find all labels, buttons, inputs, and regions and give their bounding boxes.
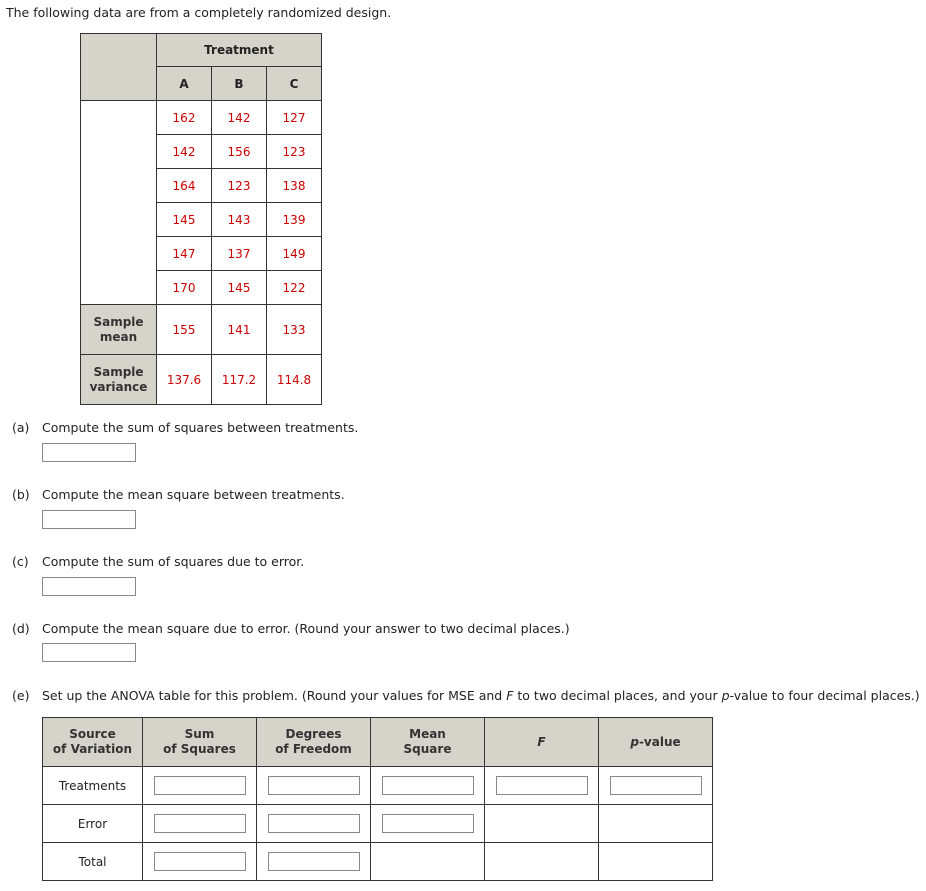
treatments-ms-input[interactable] <box>382 776 474 795</box>
ms-header-line2: Square <box>403 742 452 756</box>
df-header-line2: of Freedom <box>275 742 352 756</box>
sample-variance-value: 117.2 <box>212 355 267 405</box>
sample-variance-row <box>81 355 322 405</box>
anova-row-treatments <box>43 767 713 805</box>
observation-value: 164 <box>157 169 212 203</box>
question-e-text-1: Set up the ANOVA table for this problem. (Round your values for MSE and <box>42 688 507 703</box>
treatments-df-cell <box>257 767 371 805</box>
treatments-p-cell <box>599 767 713 805</box>
error-f-empty-cell <box>485 805 599 843</box>
question-c-label: (c) <box>12 554 29 569</box>
observation-value: 156 <box>212 135 267 169</box>
answer-d-input[interactable] <box>42 643 136 662</box>
observation-value: 138 <box>267 169 322 203</box>
sample-mean-row <box>81 305 322 355</box>
total-df-cell <box>257 843 371 881</box>
observation-value: 123 <box>267 135 322 169</box>
observation-value: 147 <box>157 237 212 271</box>
sample-variance-value: 114.8 <box>267 355 322 405</box>
question-d-text: Compute the mean square due to error. (Round your answer to two decimal places.) <box>42 621 570 636</box>
question-e <box>12 688 920 703</box>
treatments-f-input[interactable] <box>496 776 588 795</box>
observation-value: 145 <box>212 271 267 305</box>
observation-row <box>81 101 322 135</box>
total-ms-empty-cell <box>371 843 485 881</box>
sample-mean-label <box>81 305 157 355</box>
question-e-label: (e) <box>12 688 30 703</box>
intro-text: The following data are from a completely randomized design. <box>6 5 392 20</box>
mean-square-header <box>371 718 485 767</box>
sample-mean-label-line1: Sample <box>93 314 144 329</box>
question-b <box>12 487 345 502</box>
sample-mean-value: 133 <box>267 305 322 355</box>
answer-c-input[interactable] <box>42 577 136 596</box>
answer-b-input[interactable] <box>42 510 136 529</box>
observation-value: 170 <box>157 271 212 305</box>
sample-mean-label-line2: mean <box>99 329 138 344</box>
total-ss-cell <box>143 843 257 881</box>
data-table <box>80 33 322 405</box>
observation-value: 162 <box>157 101 212 135</box>
sum-of-squares-header <box>143 718 257 767</box>
anova-row-total <box>43 843 713 881</box>
error-ss-cell <box>143 805 257 843</box>
observation-value: 127 <box>267 101 322 135</box>
treatments-ss-input[interactable] <box>154 776 246 795</box>
column-c-header: C <box>267 67 322 101</box>
question-a-text: Compute the sum of squares between treatments. <box>42 420 359 435</box>
total-label: Total <box>43 843 143 881</box>
question-c <box>12 554 304 569</box>
ms-header-line1: Mean <box>409 727 446 741</box>
question-a-label: (a) <box>12 420 30 435</box>
question-e-text-f: F <box>506 688 514 703</box>
f-header-text: F <box>537 734 546 749</box>
question-b-label: (b) <box>12 487 30 502</box>
treatments-df-input[interactable] <box>268 776 360 795</box>
treatments-ms-cell <box>371 767 485 805</box>
observation-value: 149 <box>267 237 322 271</box>
source-header-line2: of Variation <box>52 742 133 756</box>
p-value-header-rest: -value <box>638 734 681 749</box>
question-a <box>12 420 358 435</box>
ss-header-line2: of Squares <box>163 742 236 756</box>
observation-value: 139 <box>267 203 322 237</box>
question-e-text-2: to two decimal places, and your <box>513 688 722 703</box>
sample-mean-value: 155 <box>157 305 212 355</box>
error-p-empty-cell <box>599 805 713 843</box>
anova-header-row <box>43 718 713 767</box>
error-df-input[interactable] <box>268 814 360 833</box>
anova-row-error <box>43 805 713 843</box>
observation-value: 123 <box>212 169 267 203</box>
sample-variance-label-line2: variance <box>89 379 148 394</box>
column-b-header: B <box>212 67 267 101</box>
error-label: Error <box>43 805 143 843</box>
question-e-text-p: p <box>721 688 730 703</box>
treatments-label: Treatments <box>43 767 143 805</box>
source-header <box>43 718 143 767</box>
error-ss-input[interactable] <box>154 814 246 833</box>
corner-cell <box>81 34 157 101</box>
source-header-line1: Source <box>69 727 116 741</box>
observation-value: 122 <box>267 271 322 305</box>
question-e-text-3: -value to four decimal places.) <box>729 688 920 703</box>
observation-value: 143 <box>212 203 267 237</box>
df-header-line1: Degrees <box>285 727 342 741</box>
error-ms-input[interactable] <box>382 814 474 833</box>
treatments-f-cell <box>485 767 599 805</box>
f-header <box>485 718 599 767</box>
question-d <box>12 621 570 636</box>
question-d-label: (d) <box>12 621 30 636</box>
observation-value: 142 <box>212 101 267 135</box>
p-value-header <box>599 718 713 767</box>
answer-a-input[interactable] <box>42 443 136 462</box>
question-b-text: Compute the mean square between treatments. <box>42 487 345 502</box>
question-c-text: Compute the sum of squares due to error. <box>42 554 305 569</box>
degrees-of-freedom-header <box>257 718 371 767</box>
sample-mean-value: 141 <box>212 305 267 355</box>
total-p-empty-cell <box>599 843 713 881</box>
total-ss-input[interactable] <box>154 852 246 871</box>
total-df-input[interactable] <box>268 852 360 871</box>
anova-table <box>42 717 713 881</box>
error-ms-cell <box>371 805 485 843</box>
observation-value: 137 <box>212 237 267 271</box>
total-f-empty-cell <box>485 843 599 881</box>
sample-variance-label-line1: Sample <box>93 364 144 379</box>
sample-variance-value: 137.6 <box>157 355 212 405</box>
observation-value: 142 <box>157 135 212 169</box>
observation-value: 145 <box>157 203 212 237</box>
sample-variance-label <box>81 355 157 405</box>
ss-header-line1: Sum <box>184 727 215 741</box>
treatment-header: Treatment <box>157 34 322 67</box>
treatments-p-value-input[interactable] <box>610 776 702 795</box>
treatments-ss-cell <box>143 767 257 805</box>
p-value-header-italic: p <box>630 734 639 749</box>
column-a-header: A <box>157 67 212 101</box>
observation-label-blank <box>81 101 157 305</box>
error-df-cell <box>257 805 371 843</box>
